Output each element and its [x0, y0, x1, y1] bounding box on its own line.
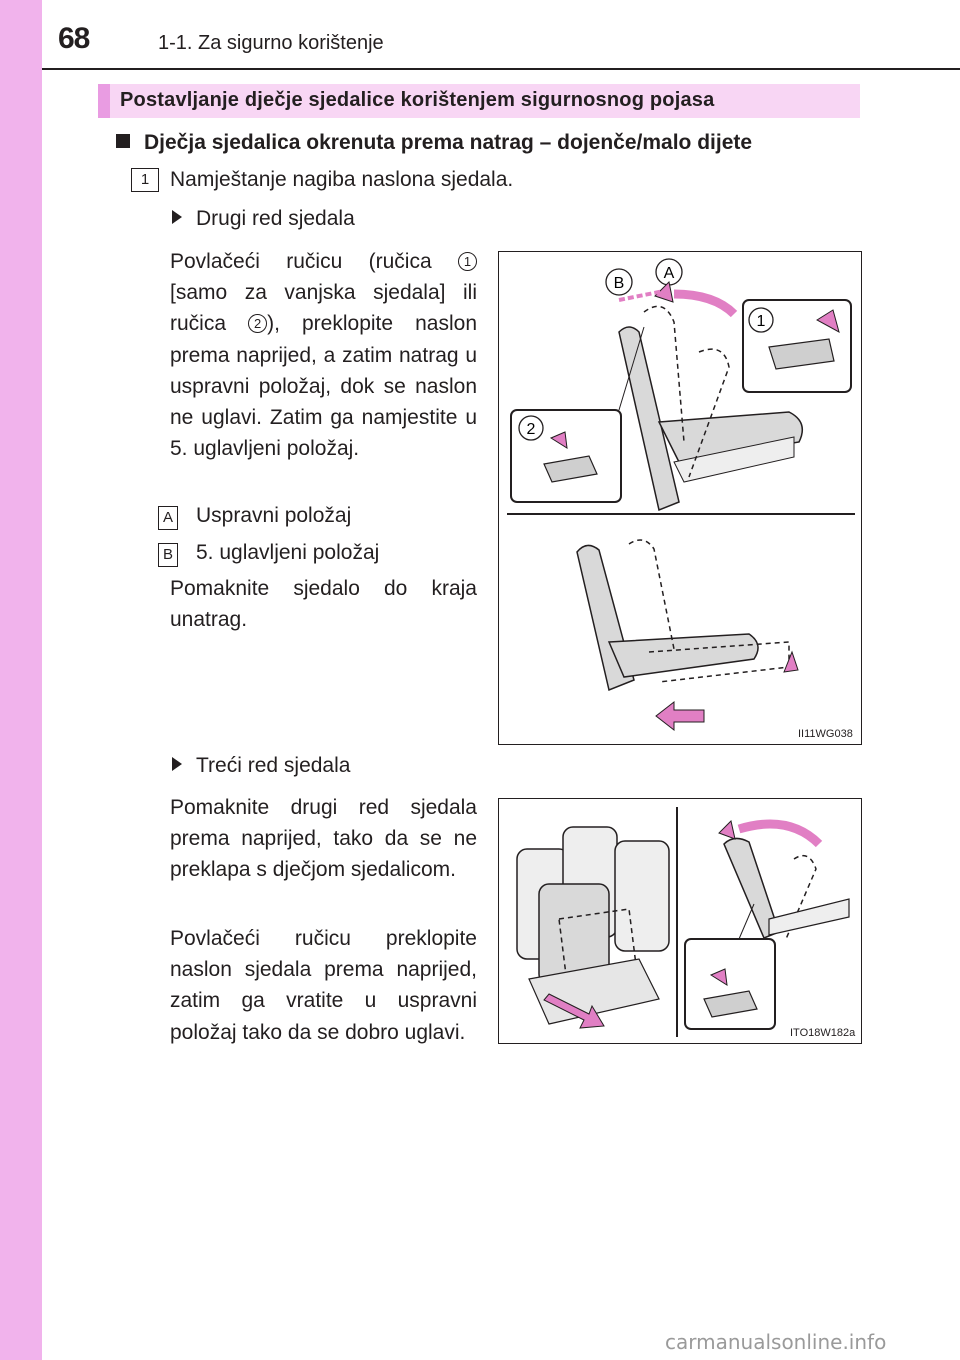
page-number: 68	[58, 22, 90, 55]
step-number-box: 1	[131, 168, 159, 192]
third-row-illustration	[499, 799, 860, 1042]
section-banner	[98, 84, 860, 118]
third-row-instruction-2: Povlačeći ručicu preklopite naslon sjedala prema naprijed, zatim ga vratite u uspravni položaj tako da se dobro uglavi.	[170, 927, 477, 1044]
legend-b-text: 5. uglavljeni položaj	[196, 541, 380, 564]
figure-code: ITO18W182a	[790, 1027, 856, 1039]
triangle-bullet-icon	[172, 757, 182, 771]
second-row-instructions	[170, 246, 477, 464]
circled-number-2: 2	[248, 314, 267, 333]
third-row-instruction-1: Pomaknite drugi red sjedala prema naprijed, tako da se ne preklapa s dječjom sjedalicom.	[170, 796, 477, 882]
legend-b	[158, 541, 379, 567]
legend-a-text: Uspravni položaj	[196, 504, 352, 527]
third-row-heading	[172, 754, 350, 778]
legend-b-marker: B	[158, 543, 178, 567]
subheading-text: Dječja sjedalica okrenuta prema natrag – dojenče/malo dijete	[144, 131, 753, 154]
header-rule	[42, 68, 960, 70]
triangle-bullet-icon	[172, 210, 182, 224]
circled-number-1: 1	[458, 252, 477, 271]
figure-label-b: B	[613, 275, 625, 292]
figure-code: II11WG038	[798, 728, 853, 740]
instruction-text-a: Povlačeći ručicu (ručica	[170, 250, 432, 273]
legend-a	[158, 504, 351, 530]
square-bullet-icon	[116, 134, 130, 148]
legend-a-marker: A	[158, 506, 178, 530]
third-row-heading-text: Treći red sjedala	[196, 754, 351, 777]
figure-label-2: 2	[526, 421, 536, 438]
chapter-title: 1-1. Za sigurno korištenje	[158, 32, 384, 54]
step-text: Namještanje nagiba naslona sjedala.	[170, 168, 514, 191]
figure-second-row-seat	[498, 251, 862, 745]
figure-third-row-seat	[498, 798, 862, 1044]
instruction-text-c: ), preklopite naslon prema naprijed, a zatim natrag u uspravni položaj, dok se naslon ne uglavi. Zatim ga namjestite u 5. uglavljeni položaj.	[170, 312, 478, 461]
section-title: Postavljanje dječje sjedalice korištenjem sigurnosnog pojasa	[120, 89, 715, 111]
figure-label-1: 1	[756, 313, 766, 330]
side-color-band	[0, 0, 42, 1360]
instruction-text-b: [samo za vanjska sjedala] ili ručica	[170, 281, 477, 336]
watermark: carmanualsonline.info	[665, 1330, 887, 1354]
figure-label-a: A	[663, 265, 675, 282]
second-row-heading	[172, 207, 355, 231]
second-row-heading-text: Drugi red sjedala	[196, 207, 355, 230]
move-seat-instruction: Pomaknite sjedalo do kraja unatrag.	[170, 577, 477, 632]
subheading	[116, 131, 752, 155]
seat-recline-illustration	[499, 252, 860, 743]
